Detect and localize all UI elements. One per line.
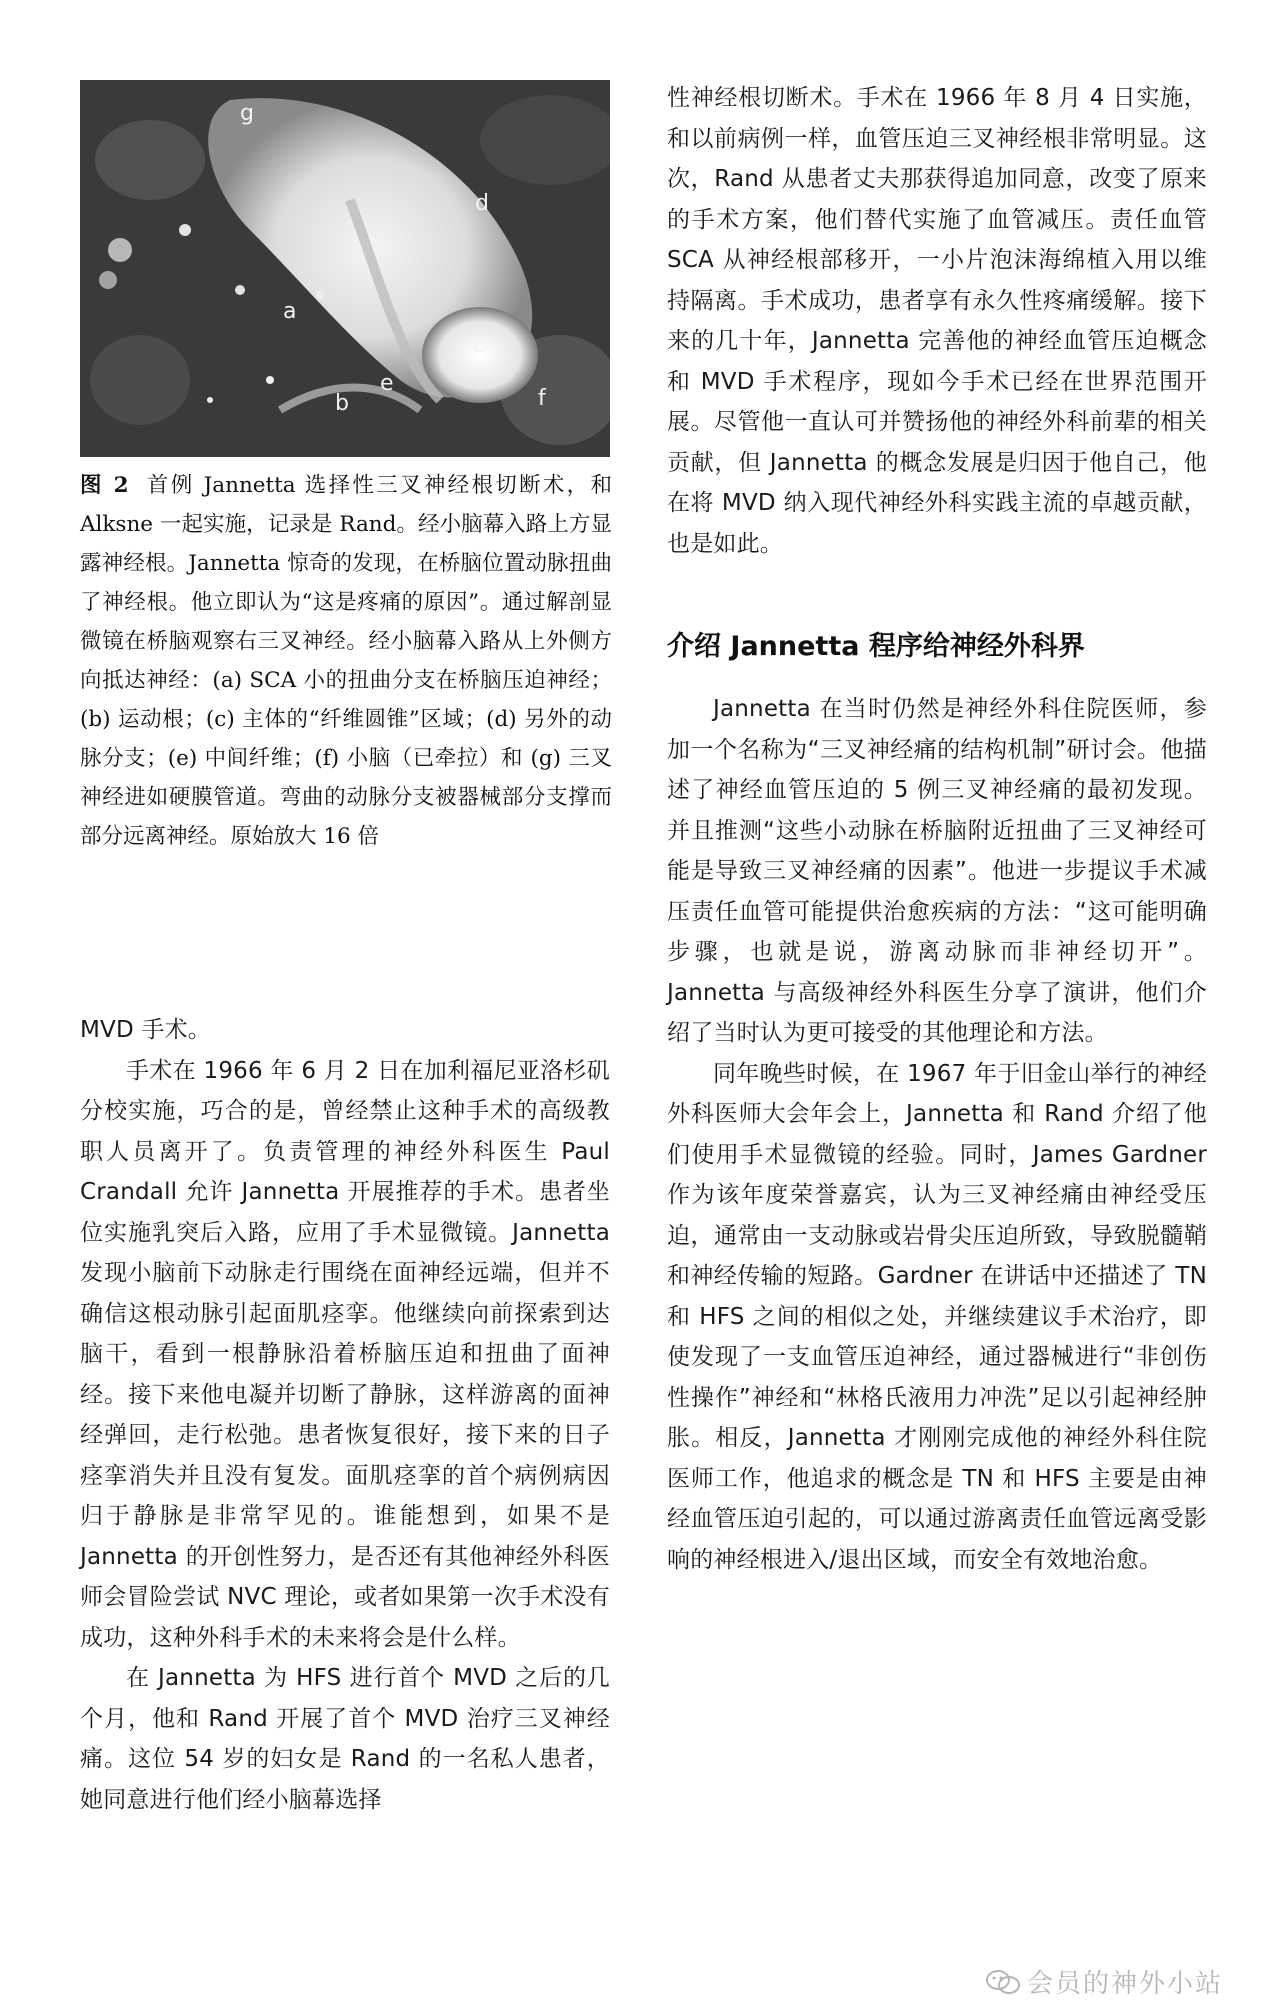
figure-caption-text: 首例 Jannetta 选择性三叉神经根切断术，和 Alksne 一起实施，记录是 Rand。经小脑幕入路上方显露神经根。Jannetta 惊奇的发现，在桥脑位置动脉扭曲了神经根。他立即认为“这是疼痛的原因”。通过解剖显微镜在桥脑观察右三叉神经。经小脑幕入路从上外侧方向抵达神经：(a) SCA 小的扭曲分支在桥脑压迫神经；(b) 运动根；(c) 主体的“纤维圆锥”区域；(d) 另外的动脉分支；(e) 中间纤维；(f) 小脑（已牵拉）和 (g) 三叉神经进如硬膜管道。弯曲的动脉分支被器械部分支撑而部分远离神经。原始放大 16 倍	[80, 473, 612, 849]
right-paragraph-1: 性神经根切断术。手术在 1966 年 8 月 4 日实施，和以前病例一样，血管压迫三叉神经根非常明显。这次，Rand 从患者丈夫那获得追加同意，改变了原来的手术方案，他们替代实施了血管减压。责任血管 SCA 从神经根部移开，一小片泡沫海绵植入用以维持隔离。手术成功，患者享有永久性疼痛缓解。接下来的几十年，Jannetta 完善他的神经血管压迫概念和 MVD 手术程序，现如今手术已经在世界范围开展。尽管他一直认可并赞扬他的神经外科前辈的相关贡献，但 Jannetta 的概念发展是归因于他自己，他在将 MVD 纳入现代神经外科实践主流的卓越贡献，也是如此。	[667, 85, 1207, 557]
figure-label-a: a	[283, 299, 297, 324]
section-heading: 介绍 Jannetta 程序给神经外科界	[667, 631, 1085, 662]
right-paragraph-2: Jannetta 在当时仍然是神经外科住院医师，参加一个名称为“三叉神经痛的结构机制”研讨会。他描述了神经血管压迫的 5 例三叉神经痛的最初发现。并且推测“这些小动脉在桥脑附近扭曲了三叉神经可能是导致三叉神经痛的因素”。他进一步提议手术减压责任血管可能提供治愈疾病的方法：“这可能明确步骤，也就是说，游离动脉而非神经切开”。Jannetta 与高级神经外科医生分享了演讲，他们介绍了当时认为更可接受的其他理论和方法。	[667, 696, 1207, 1046]
figure-label-g: g	[240, 101, 254, 126]
figure-label-c: c	[472, 333, 485, 358]
right-column	[667, 78, 1207, 1580]
left-column	[80, 1010, 610, 1820]
figure-label-b: b	[335, 391, 349, 416]
wechat-icon	[985, 1969, 1021, 1995]
figure-label-e: e	[380, 371, 394, 396]
figure-caption	[80, 466, 612, 856]
left-paragraph-2: 手术在 1966 年 6 月 2 日在加利福尼亚洛杉矶分校实施，巧合的是，曾经禁止这种手术的高级教职人员离开了。负责管理的神经外科医生 Paul Crandall 允许 Jannetta 开展推荐的手术。患者坐位实施乳突后入路，应用了手术显微镜。Jannetta 发现小脑前下动脉走行围绕在面神经远端，但并不确信这根动脉引起面肌痉挛。他继续向前探索到达脑干，看到一根静脉沿着桥脑压迫和扭曲了面神经。接下来他电凝并切断了静脉，这样游离的面神经弹回，走行松弛。患者恢复很好，接下来的日子痉挛消失并且没有复发。面肌痉挛的首个病例病因归于静脉是非常罕见的。谁能想到，如果不是 Jannetta 的开创性努力，是否还有其他神经外科医师会冒险尝试 NVC 理论，或者如果第一次手术没有成功，这种外科手术的未来将会是什么样。	[80, 1057, 610, 1651]
figure-micrograph	[80, 80, 610, 457]
watermark-text: 会员的神外小站	[1027, 1969, 1224, 1999]
figure-label-f: f	[538, 386, 546, 411]
watermark	[985, 1963, 1223, 2000]
right-paragraph-3: 同年晚些时候，在 1967 年于旧金山举行的神经外科医师大会年会上，Jannetta 和 Rand 介绍了他们使用手术显微镜的经验。同时，James Gardner 作为该年度荣誉嘉宾，认为三叉神经痛由神经受压迫，通常由一支动脉或岩骨尖压迫所致，导致脱髓鞘和神经传输的短路。Gardner 在讲话中还描述了 TN 和 HFS 之间的相似之处，并继续建议手术治疗，即使发现了一支血管压迫神经，通过器械进行“非创伤性操作”神经和“林格氏液用力冲洗”足以引起神经肿胀。相反，Jannetta 才刚刚完成他的神经外科住院医师工作，他追求的概念是 TN 和 HFS 主要是由神经血管压迫引起的，可以通过游离责任血管远离受影响的神经根进入/退出区域，而安全有效地治愈。	[667, 1060, 1207, 1573]
left-paragraph-1: MVD 手术。	[80, 1017, 211, 1043]
micrograph-image	[80, 80, 610, 457]
left-paragraph-3: 在 Jannetta 为 HFS 进行首个 MVD 之后的几个月，他和 Rand 开展了首个 MVD 治疗三叉神经痛。这位 54 岁的妇女是 Rand 的一名私人患者，她同意进行他们经小脑幕选择	[80, 1665, 610, 1813]
figure-caption-label: 图 2	[80, 473, 129, 498]
figure-label-d: d	[475, 191, 489, 216]
